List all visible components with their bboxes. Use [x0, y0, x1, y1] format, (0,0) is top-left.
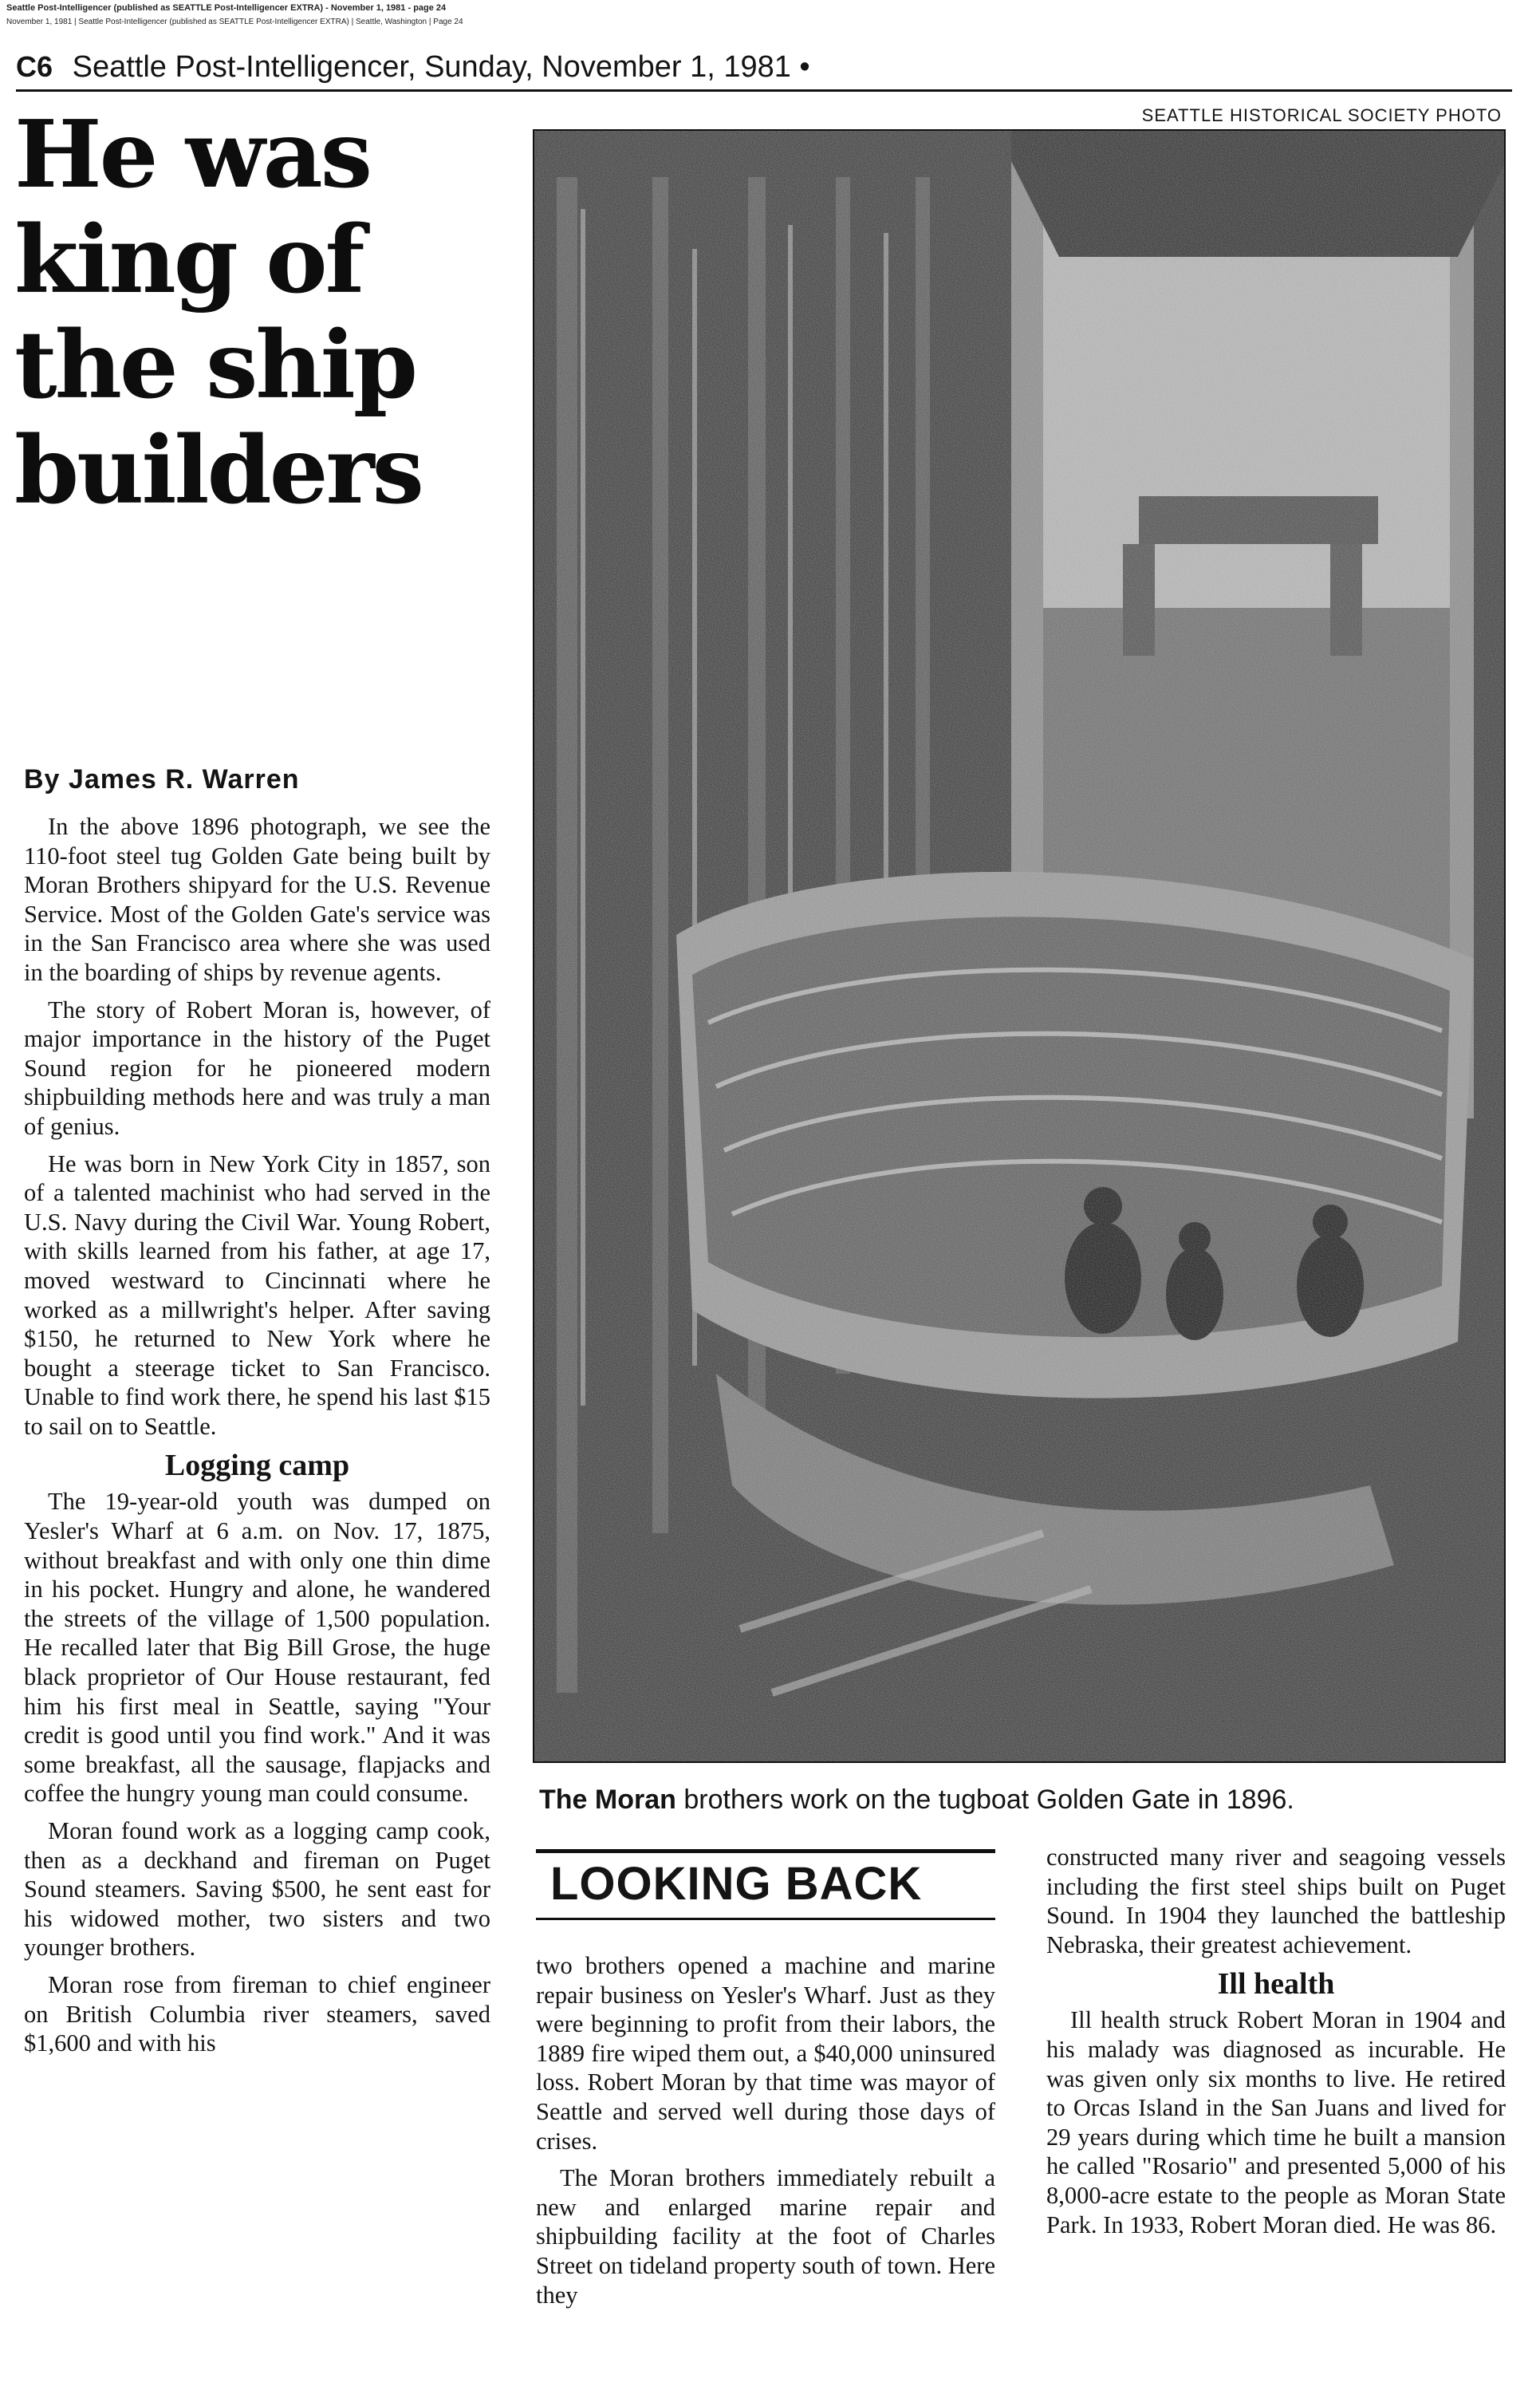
photo-tugboat-golden-gate — [533, 129, 1506, 1763]
headline-line-2: king of — [14, 206, 363, 314]
article-column-3 — [1046, 1843, 1506, 2376]
photo-credit: SEATTLE HISTORICAL SOCIETY PHOTO — [1141, 105, 1502, 125]
paragraph: The 19-year-old youth was dumped on Yesler's Wharf at 6 a.m. on Nov. 17, 1875, without breakfast and with only one thin dime in his pocket. Hungry and alone, he wandered the streets of the village of 1,500 population. He recalled later that Big Bill Grose, the huge black proprietor of Our House restaurant, fed him his first meal in Seattle, saying "Your credit is good until you find work." And it was some breakfast, all the sausage, flapjacks and coffee the hungry young man could consume. — [24, 1488, 490, 1808]
headline-line-1: He was — [14, 101, 371, 209]
feature-title-looking-back: LOOKING BACK — [550, 1858, 923, 1910]
article-column-1 — [24, 812, 490, 2376]
masthead-rule — [16, 89, 1512, 92]
feature-rule-top — [536, 1849, 995, 1853]
subheading-logging-camp: Logging camp — [164, 1449, 350, 1483]
byline: By James R. Warren — [24, 764, 300, 795]
caption-text: brothers work on the tugboat Golden Gate in 1896. — [675, 1785, 1294, 1815]
photo-caption — [539, 1784, 1294, 1816]
article-column-2 — [536, 1951, 995, 2376]
masthead — [16, 49, 1507, 85]
paragraph: The Moran brothers immediately rebuilt a new and enlarged marine repair and shipbuilding facility at the foot of Charles Street on tideland property south of town. Here they — [536, 2164, 995, 2309]
paragraph: two brothers opened a machine and marine repair business on Yesler's Wharf. Just as they were beginning to profit from their labors, the 1889 fire wiped them out, a $40,000 uninsured loss. Robert Moran by that time was mayor of Seattle and served well during those days of crises. — [536, 1952, 995, 2155]
paragraph: Ill health struck Robert Moran in 1904 and his malady was diagnosed as incurable. He was given only six months to live. He retired to Orcas Island in the San Juans and lived for 29 years during which time he built a mansion he called "Rosario" and presented 5,000 of his 8,000-acre estate to the people as Moran State Park. In 1933, Robert Moran died. He was 86. — [1046, 2006, 1506, 2238]
subheading-ill-health: Ill health — [1217, 1967, 1335, 2001]
archive-header-title: Seattle Post-Intelligencer (published as SEATTLE Post-Intelligencer EXTRA) - November 1, 1981 - page 24 — [6, 3, 447, 13]
paragraph: The story of Robert Moran is, however, of major importance in the history of the Puget Sound region for he pioneered modern shipbuilding methods here and was truly a man of genius. — [24, 996, 490, 1140]
paragraph: Moran found work as a logging camp cook, then as a deckhand and fireman on Puget Sound steamers. Saving $500, he sent east for his widowed mother, two sisters and two younger brothers. — [24, 1817, 490, 1962]
paragraph: Moran rose from fireman to chief engineer on British Columbia river steamers, saved $1,600 and with his — [24, 1970, 490, 2057]
headline — [14, 102, 525, 523]
section-page-number: C6 — [16, 50, 53, 83]
headline-line-4: builders — [14, 416, 422, 525]
feature-rule-bottom — [536, 1918, 995, 1920]
headline-line-3: the ship — [14, 311, 416, 420]
paragraph: In the above 1896 photograph, we see the 110-foot steel tug Golden Gate being built by Moran Brothers shipyard for the U.S. Revenue Service. Most of the Golden Gate's service was in the San Francisco area where she was used in the boarding of ships by revenue agents. — [24, 813, 490, 986]
photo-illustration — [533, 129, 1506, 1763]
paragraph: constructed many river and seagoing vessels including the first steel ships built on Puget Sound. In 1904 they launched the battleship Nebraska, their greatest achievement. — [1046, 1844, 1506, 1958]
archive-header-source: November 1, 1981 | Seattle Post-Intelligencer (published as SEATTLE Post-Intelligencer EXTRA) | Seattle, Washington | Page 24 — [6, 18, 463, 26]
caption-bold: The Moran — [539, 1785, 676, 1815]
masthead-text: Seattle Post-Intelligencer, Sunday, November 1, 1981 • — [72, 50, 810, 84]
paragraph: He was born in New York City in 1857, son of a talented machinist who had served in the U.S. Navy during the Civil War. Young Robert, with skills learned from his father, at age 17, moved westward to Cincinnati where he worked as a millwright's helper. After saving $150, he returned to New York where he bought a steerage ticket to San Francisco. Unable to find work there, he spend his last $15 to sail on to Seattle. — [24, 1150, 490, 1440]
